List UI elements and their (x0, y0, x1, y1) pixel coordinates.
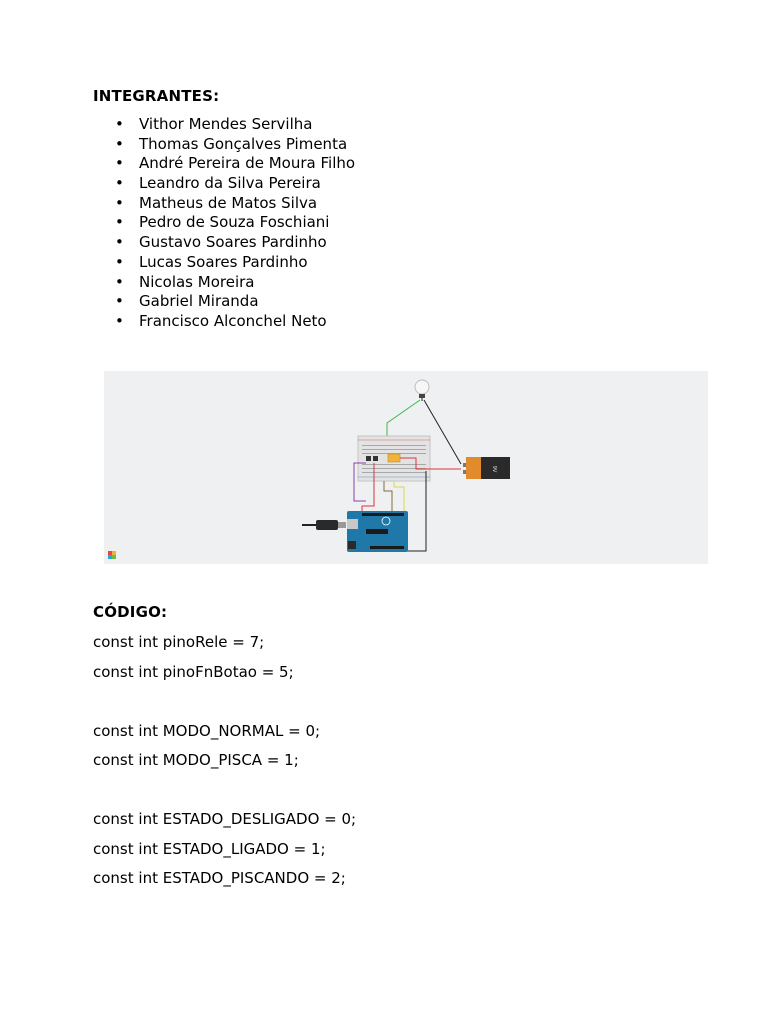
breadboard (358, 436, 430, 481)
member-name: Gabriel Miranda (139, 292, 259, 311)
circuit-diagram (104, 371, 708, 564)
list-item (93, 312, 355, 332)
list-item (93, 174, 355, 194)
bullet: • (115, 252, 124, 271)
members-heading: INTEGRANTES: (93, 87, 220, 105)
bullet: • (115, 154, 124, 173)
member-name: Thomas Gonçalves Pimenta (139, 134, 348, 153)
code-line: const int ESTADO_PISCANDO = 2; (93, 869, 346, 887)
light-bulb-icon (415, 380, 429, 401)
member-name: Nicolas Moreira (139, 272, 255, 291)
circuit-screenshot (104, 371, 708, 564)
list-item (93, 253, 355, 273)
code-line: const int pinoRele = 7; (93, 633, 265, 651)
code-line: const int ESTADO_LIGADO = 1; (93, 839, 326, 858)
list-item (93, 135, 355, 155)
members-list (93, 115, 355, 332)
member-name: Gustavo Soares Pardinho (139, 233, 327, 252)
list-item (93, 273, 355, 293)
yellow-wire (394, 481, 404, 511)
list-item (93, 213, 355, 233)
code-line: const int MODO_NORMAL = 0; (93, 721, 321, 740)
arduino-board (347, 511, 408, 552)
bullet: • (115, 134, 124, 153)
battery-icon (463, 457, 510, 479)
member-name: Vithor Mendes Servilha (139, 115, 313, 133)
member-name: Matheus de Matos Silva (139, 193, 318, 212)
code-block (93, 632, 356, 898)
member-name: Pedro de Souza Foschiani (139, 213, 330, 232)
member-name: Lucas Soares Pardinho (139, 252, 308, 271)
green-wire (387, 400, 420, 441)
bullet: • (115, 272, 124, 291)
code-heading: CÓDIGO: (93, 603, 168, 621)
code-line: const int ESTADO_DESLIGADO = 0; (93, 810, 357, 828)
member-name: Francisco Alconchel Neto (139, 311, 327, 330)
code-line: const int MODO_PISCA = 1; (93, 751, 299, 769)
list-item (93, 115, 355, 135)
member-name: Leandro da Silva Pereira (139, 174, 321, 193)
code-line: const int pinoFnBotao = 5; (93, 662, 294, 681)
list-item (93, 292, 355, 312)
logo-icon (108, 551, 116, 559)
list-item (93, 194, 355, 214)
code-line (93, 691, 356, 721)
bullet: • (115, 233, 124, 252)
code-line (93, 780, 356, 810)
bullet: • (115, 311, 124, 330)
bullet: • (115, 174, 124, 193)
brown-wire (384, 481, 392, 511)
list-item (93, 154, 355, 174)
list-item (93, 233, 355, 253)
bullet: • (115, 213, 124, 232)
bullet: • (115, 292, 124, 311)
battery-label: 9V (491, 465, 497, 473)
bullet: • (115, 193, 124, 212)
bullet: • (115, 115, 124, 133)
member-name: André Pereira de Moura Filho (139, 154, 356, 173)
usb-cable-icon (302, 520, 346, 530)
